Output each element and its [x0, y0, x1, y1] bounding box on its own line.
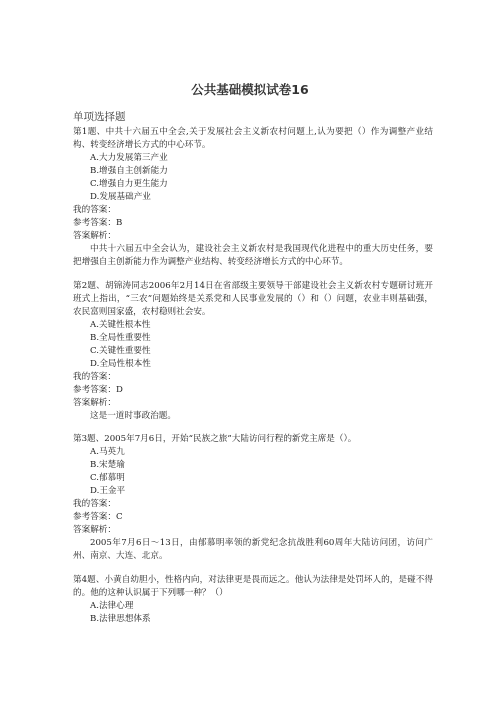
option-b: B.增强自主创新能力: [90, 166, 168, 177]
reference-answer: 参考答案：D: [73, 384, 123, 395]
my-answer-label: 我的答案：: [73, 205, 116, 216]
explanation-text: 中共十六届五中全会认为，建设社会主义新农村是我国现代化进程中的重大历史任务，要把增强自主创新能力作为调整产业结构、转变经济增长方式的中心环节。: [73, 244, 433, 268]
question-stem: 第1题、中共十六届五中全会,关于发展社会主义新农村问题上,认为要把（）作为调整产业结构、转变经济增长方式的中心环节。: [73, 127, 433, 151]
option-b: B.全局性重要性: [90, 332, 151, 343]
option-list: [73, 600, 433, 626]
option-a: A.马英九: [90, 447, 125, 458]
option-c: C.增强自力更生能力: [90, 179, 168, 190]
option-a: A.法律心理: [90, 600, 134, 611]
my-answer-label: 我的答案：: [73, 371, 116, 382]
question-3: [73, 433, 433, 563]
document-title: 公共基础模拟试卷16: [191, 82, 309, 97]
option-b: B.宋楚瑜: [90, 460, 125, 471]
option-c: C.郁慕明: [90, 473, 125, 484]
question-1: [73, 126, 433, 270]
question-stem: 第4题、小黄自幼胆小，性格内向，对法律更是畏而远之。他认为法律是处罚坏人的，是碰不得的。他的这种认识属于下列哪一种？（）: [73, 574, 433, 598]
option-a: A.关键性根本性: [90, 319, 151, 330]
option-d: D.全局性根本性: [90, 358, 151, 369]
explanation-text: 2005年7月6日～13日，由郁慕明率领的新党纪念抗战胜利60周年大陆访问团，访问广州、南京、大连、北京。: [73, 538, 433, 562]
option-a: A.大力发展第三产业: [90, 153, 168, 164]
explanation-label: 答案解析：: [73, 231, 116, 242]
section-heading: 单项选择题: [73, 111, 126, 123]
document-body: [73, 110, 433, 636]
explanation-label: 答案解析：: [73, 397, 116, 408]
question-stem: 第2题、胡锦涛同志2006年2月14日在省部级主要领导干部建设社会主义新农村专题研讨班开班式上指出，“三农”问题始终是关系党和人民事业发展的（）和（）问题，农业丰则基础强，农民富则国家盛，农村稳则社会安。: [73, 280, 433, 317]
explanation-text: 这是一道时事政治题。: [90, 410, 176, 421]
my-answer-label: 我的答案：: [73, 499, 116, 510]
question-stem: 第3题、2005年7月6日，开始“民族之旅”大陆访问行程的新党主席是（）。: [73, 434, 357, 445]
question-4: [73, 574, 433, 626]
option-list: [73, 319, 433, 371]
option-d: D.王金平: [90, 486, 126, 497]
option-c: C.关键性重要性: [90, 345, 151, 356]
explanation-label: 答案解析：: [73, 525, 116, 536]
reference-answer: 参考答案：B: [73, 218, 123, 229]
reference-answer: 参考答案：C: [73, 512, 123, 523]
option-d: D.发展基础产业: [90, 192, 151, 203]
option-list: [73, 446, 433, 498]
question-2: [73, 280, 433, 424]
option-list: [73, 152, 433, 204]
option-b: B.法律思想体系: [90, 613, 151, 624]
